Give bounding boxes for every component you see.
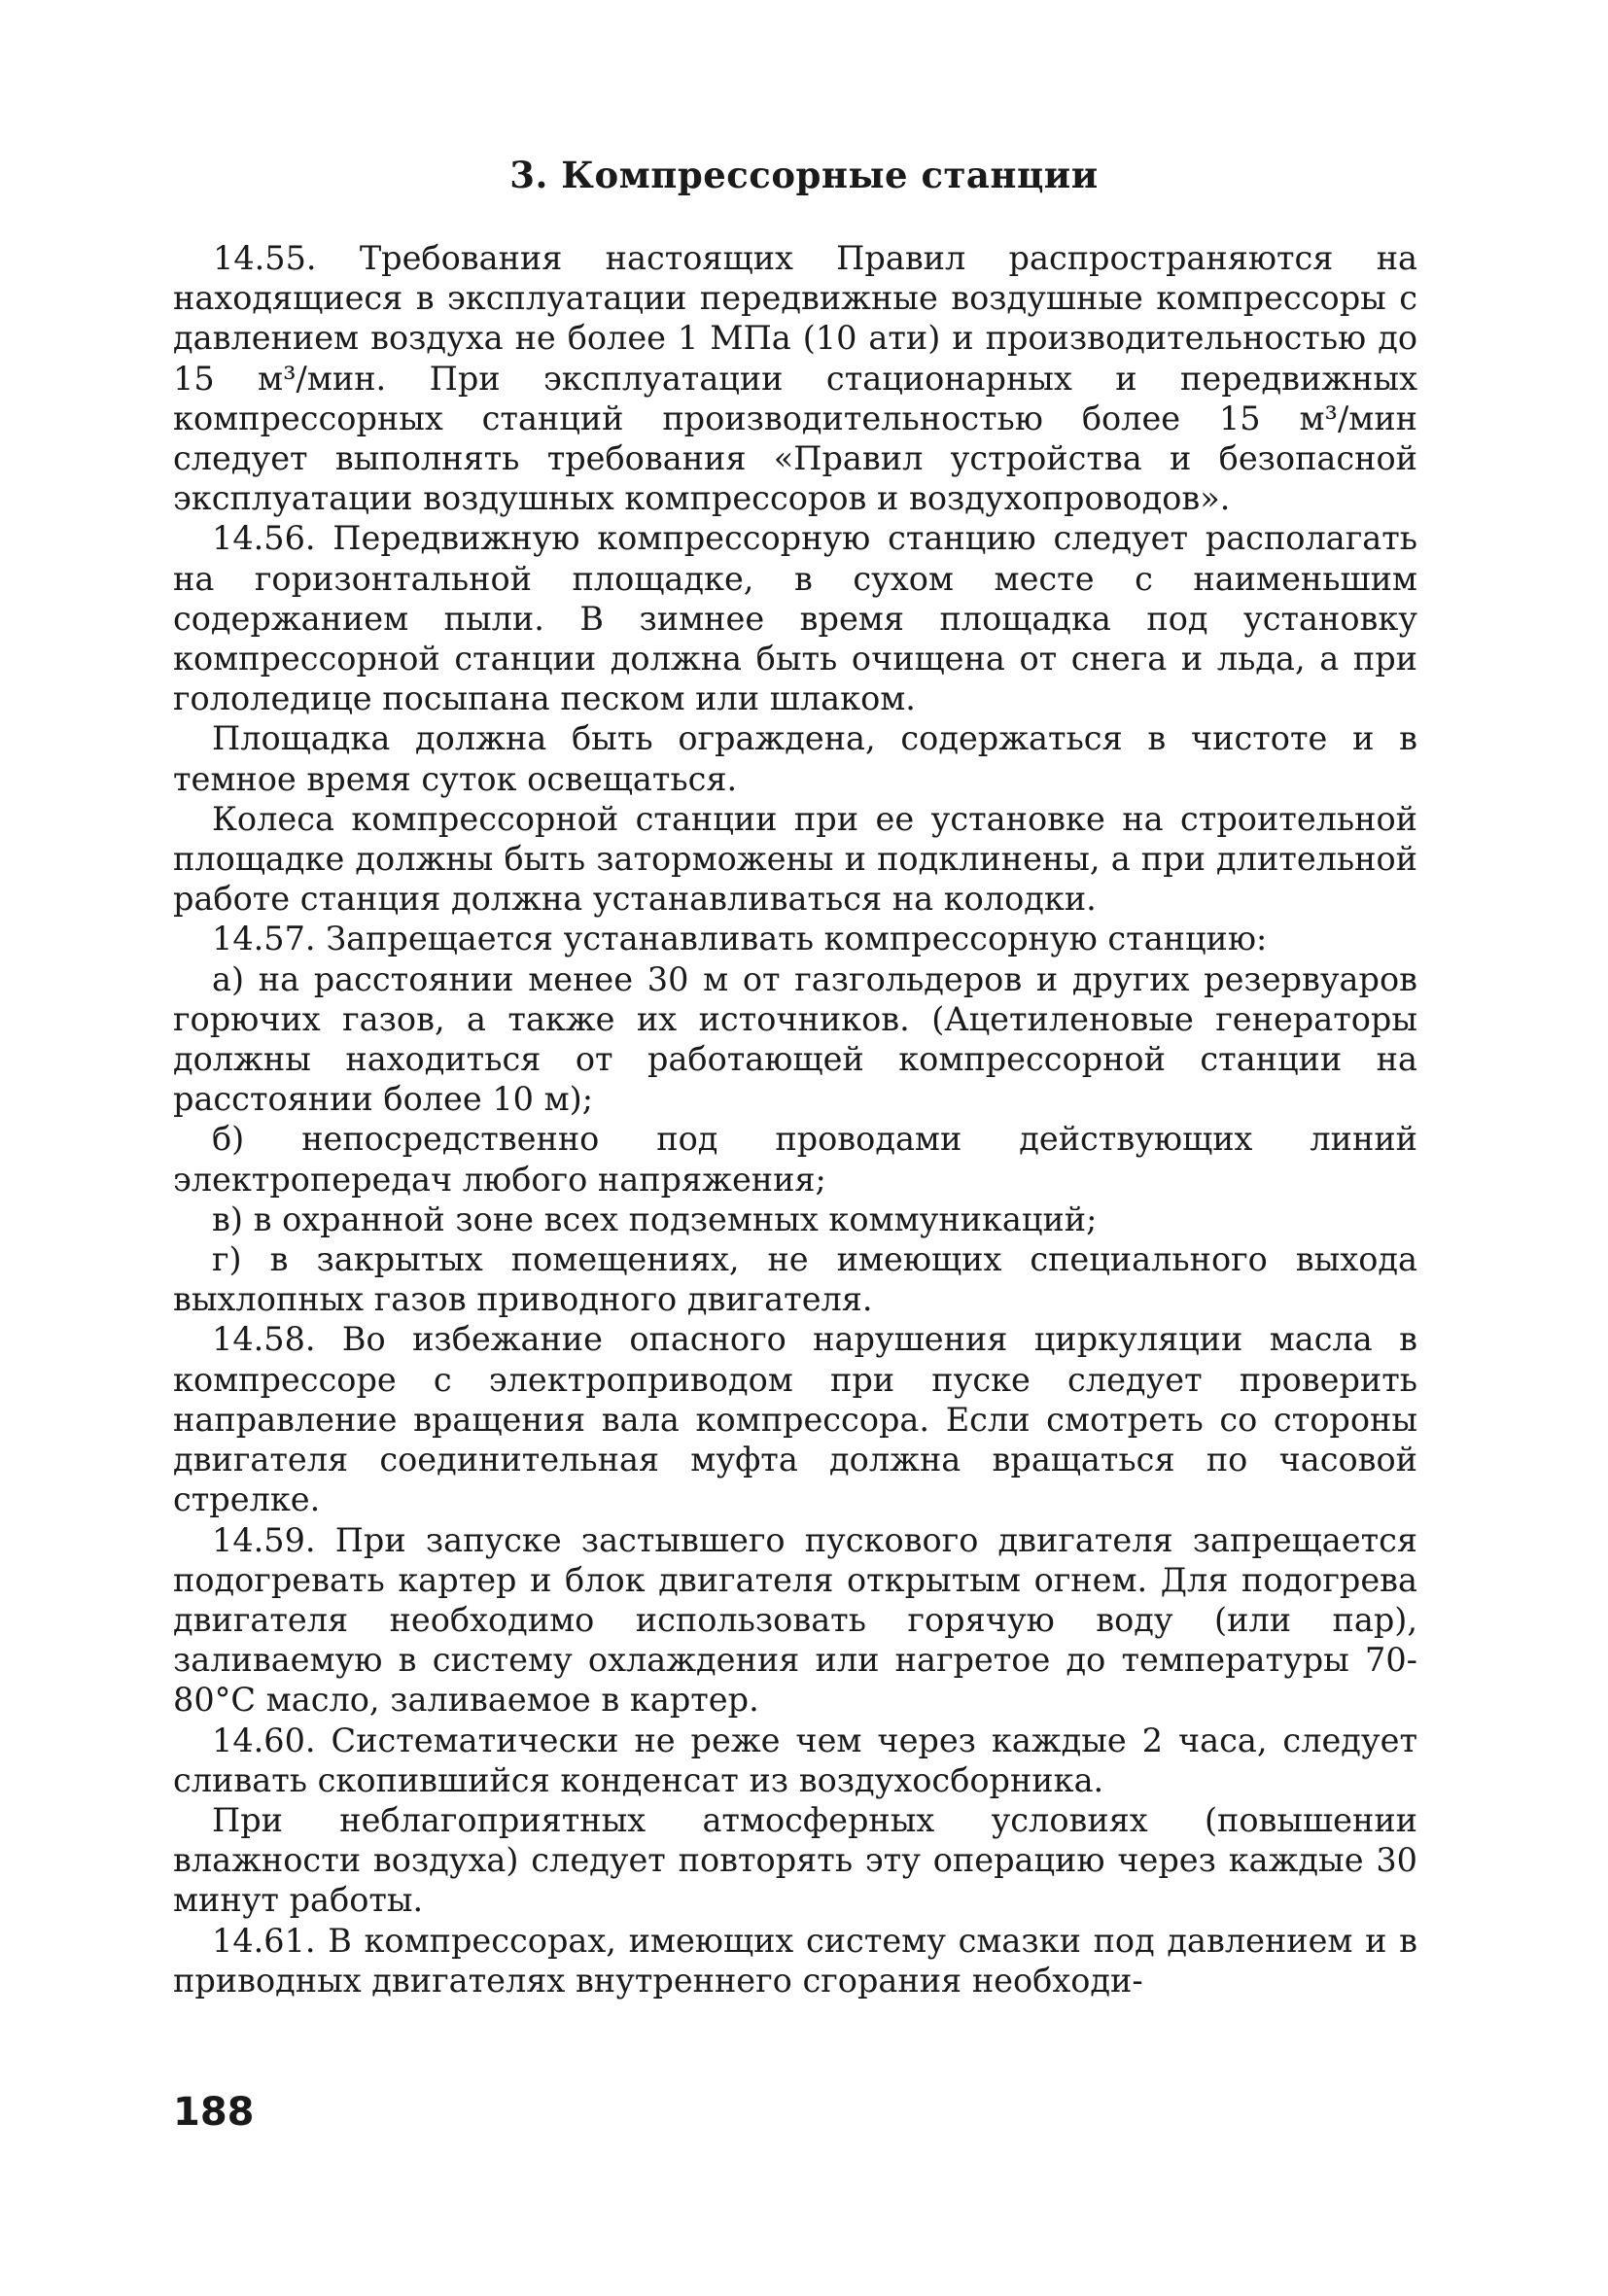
paragraph-14-61: 14.61. В компрессорах, имеющих систему смазки под давлением и в приводных двигателях внутреннего сгорания необходи- [173, 1921, 1417, 2000]
paragraph-14-60: 14.60. Систематически не реже чем через каждые 2 часа, следует сливать скопившийся конденсат из воздухосборника. [173, 1721, 1417, 1799]
page-number: 188 [173, 2090, 255, 2135]
paragraph-14-56: 14.56. Передвижную компрессорную станцию следует располагать на горизонтальной площадке, в сухом месте с наименьшим содержанием пыли. В зимнее время площадка под установку компрессорной станции должна быть очищена от снега и льда, а при гололедице посыпана песком или шлаком. [173, 519, 1417, 718]
list-item-v: в) в охранной зоне всех подземных коммуникаций; [212, 1200, 1098, 1238]
paragraph-14-55: 14.55. Требования настоящих Правил распространяются на находящиеся в эксплуатации передвижные воздушные компрессоры с давлением воздуха не более 1 МПа (10 ати) и производительностью до 15 м³/мин. При эксплуатации стационарных и передвижных компрессорных станций производительностью более 15 м³/мин следует выполнять требования «Правил устройства и безопасной эксплуатации воздушных компрессоров и воздухопроводов». [173, 239, 1417, 518]
paragraph-site-fencing: Площадка должна быть ограждена, содержаться в чистоте и в темное время суток освещаться. [173, 719, 1417, 798]
list-item-b: б) непосредственно под проводами действующих линий электропередач любого напряжения; [173, 1120, 1417, 1199]
paragraph-14-58: 14.58. Во избежание опасного нарушения циркуляции масла в компрессоре с электроприводом при пуске следует проверить направление вращения вала компрессора. Если смотреть со стороны двигателя соединительная муфта должна вращаться по часовой стрелке. [173, 1320, 1417, 1519]
list-item-a: а) на расстоянии менее 30 м от газгольдеров и других резервуаров горючих газов, а также их источников. (Ацетиленовые генераторы должны находиться от работающей компрессорной станции на расстоянии более 10 м); [173, 959, 1417, 1119]
paragraph-wheels: Колеса компрессорной станции при ее установке на строительной площадке должны быть заторможены и подклинены, а при длительной работе станция должна устанавливаться на колодки. [173, 799, 1417, 919]
paragraph-14-57: 14.57. Запрещается устанавливать компрессорную станцию: [212, 920, 1268, 958]
list-item-g: г) в закрытых помещениях, не имеющих специального выхода выхлопных газов приводного двигателя. [173, 1240, 1417, 1319]
section-title: 3. Компрессорные станции [509, 154, 1099, 196]
body-text [173, 238, 1417, 2000]
paragraph-weather: При неблагоприятных атмосферных условиях (повышении влажности воздуха) следует повторять эту операцию через каждые 30 минут работы. [173, 1800, 1417, 1920]
paragraph-14-59: 14.59. При запуске застывшего пускового двигателя запрещается подогревать картер и блок двигателя открытым огнем. Для подогрева двигателя необходимо использовать горячую воду (или пар), заливаемую в систему охлаждения или нагретое до температуры 70-80°С масло, заливаемое в картер. [173, 1520, 1417, 1720]
